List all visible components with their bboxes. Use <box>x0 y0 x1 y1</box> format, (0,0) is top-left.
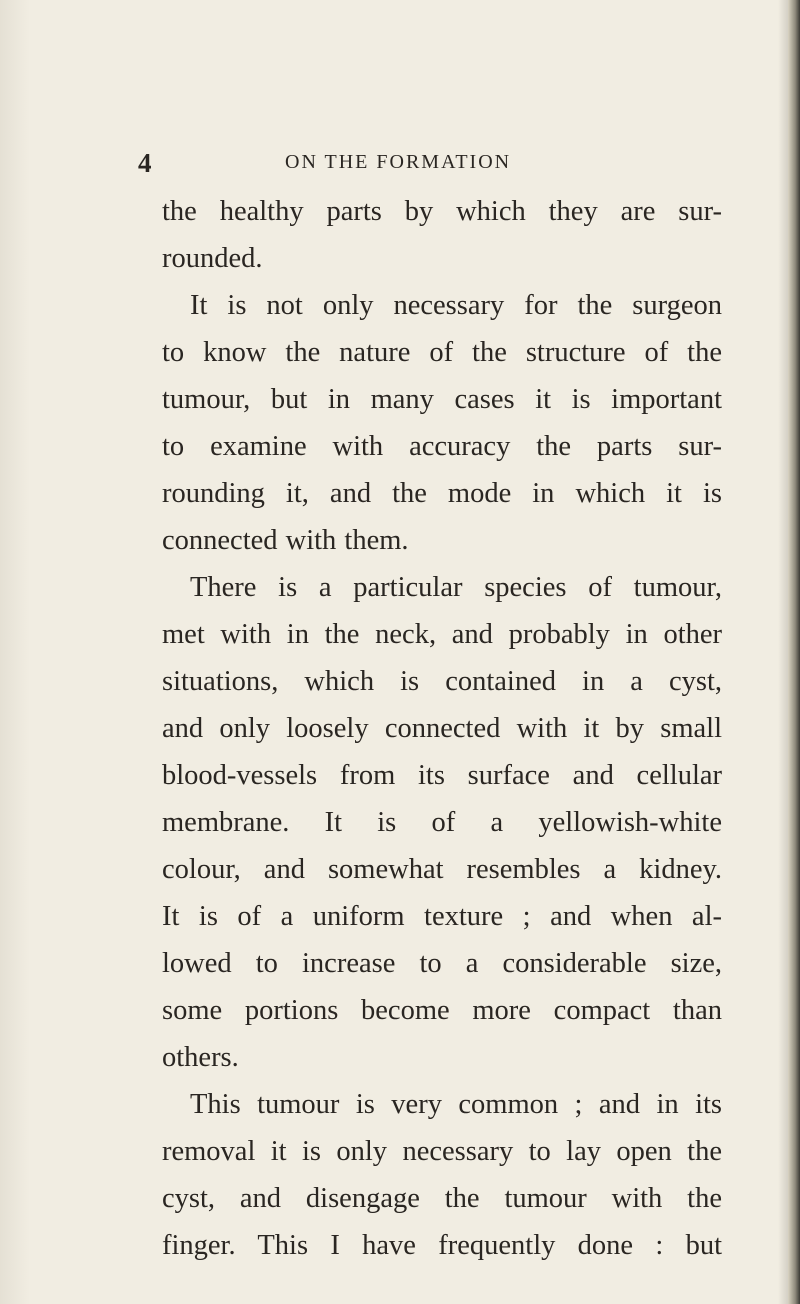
text-line: blood-vessels from its surface and cellular <box>162 760 722 791</box>
text-line: finger. This I have frequently done : but <box>162 1230 722 1261</box>
text-line: tumour, but in many cases it is important <box>162 384 722 415</box>
text-line: some portions become more compact than <box>162 995 722 1026</box>
text-line: and only loosely connected with it by small <box>162 713 722 744</box>
text-line: met with in the neck, and probably in other <box>162 619 722 650</box>
paragraph-start-line: There is a particular species of tumour, <box>190 572 722 603</box>
page-edge <box>788 0 800 1304</box>
text-line: situations, which is contained in a cyst, <box>162 666 722 697</box>
text-line: rounded. <box>162 243 263 274</box>
paragraph-start-line: It is not only necessary for the surgeon <box>190 290 722 321</box>
paragraph-start-line: This tumour is very common ; and in its <box>190 1089 722 1120</box>
text-line: to know the nature of the structure of the <box>162 337 722 368</box>
body-text <box>162 188 722 1269</box>
running-head: ON THE FORMATION <box>285 151 512 173</box>
text-line: the healthy parts by which they are sur- <box>162 196 722 227</box>
text-line: membrane. It is of a yellowish-white <box>162 807 722 838</box>
text-line: connected with them. <box>162 525 409 556</box>
text-line: lowed to increase to a considerable size, <box>162 948 722 979</box>
page-header <box>138 148 738 188</box>
text-line: It is of a uniform texture ; and when al- <box>162 901 722 932</box>
text-line: colour, and somewhat resembles a kidney. <box>162 854 722 885</box>
text-line: cyst, and disengage the tumour with the <box>162 1183 722 1214</box>
text-line: others. <box>162 1042 239 1073</box>
text-line: rounding it, and the mode in which it is <box>162 478 722 509</box>
text-line: to examine with accuracy the parts sur- <box>162 431 722 462</box>
text-line: removal it is only necessary to lay open the <box>162 1136 722 1167</box>
page-number: 4 <box>138 148 152 178</box>
